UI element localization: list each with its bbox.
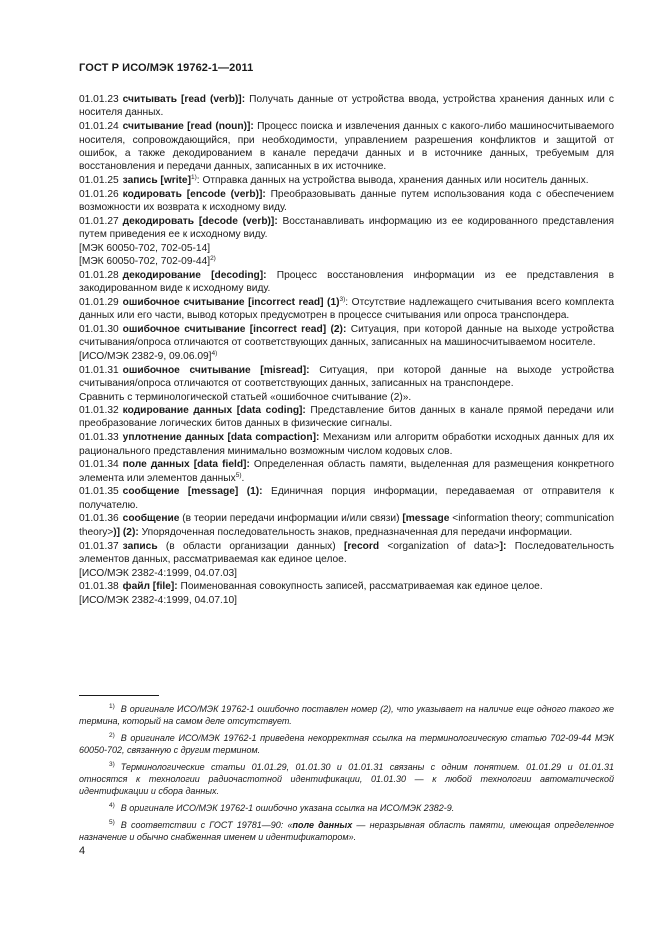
term-entry: 01.01.32 кодирование данных [data coding]: Представление битов данных в канале прямой передачи или преобразование логических битов данных в физические сигналы. [79, 405, 614, 430]
term-entry: 01.01.37 запись (в области организации данных) [record <organization of data>]: Последовательность элементов данных, рассматриваемая как единое целое. [79, 540, 615, 565]
term-entry: 01.01.38 файл [file]: Поименованная совокупность записей, рассматриваемая как единое целое. [79, 581, 543, 593]
footnote-ref: 4) [211, 350, 218, 358]
footnote: $^{5)}$ В соответствии с ГОСТ 19781—90: «поле данных — неразрывная область памяти, имеющая определенное назначение и обычно снабженная именем и идентификатором». [79, 818, 614, 842]
footnote-ref: 1) [191, 174, 197, 182]
footnote-divider [79, 695, 159, 696]
note-line: Сравнить с терминологической статьей «ошибочное считывание (2)». [79, 391, 412, 403]
term-entry: 01.01.31 ошибочное считывание [misread]: Ситуация, при которой данные на выходе устройства считывания/опроса отличаются от соответствующих данных, записанных на транспондере. [79, 364, 614, 389]
term-entry: 01.01.23 считывать [read (verb)]: Получать данные от устройства ввода, устройства хранения данных или с носителя данных. [79, 94, 614, 119]
term-entry: 01.01.33 уплотнение данных [data compaction]: Механизм или алгоритм обработки исходных данных для их рационального представления минимально возможным числом кодовых слов. [79, 432, 615, 457]
term-entry: 01.01.30 ошибочное считывание [incorrect read] (2): Ситуация, при которой данные на выходе устройства считывания/опроса отличаются от соответствующих данных, записанных на машиносчитываемом носителе. [79, 323, 614, 349]
source-reference: [МЭК 60050-702, 702-05-14] [79, 242, 211, 254]
footnote: $^{2)}$ В оригинале ИСО/МЭК 19762-1 приведена некорректная ссылка на терминологическую статью 702-09-44 МЭК 60050-702, связанную с другим термином. [79, 731, 614, 756]
source-reference: [ИСО/МЭК 2382-4:1999, 04.07.10] [79, 594, 237, 606]
footnote-ref: 2) [210, 255, 216, 263]
footnote-ref: 3) [339, 295, 346, 303]
term-entry: 01.01.34 поле данных [data field]: Определенная область памяти, выделенная для размещения конкретного элемента или элементов данных$^{5)}$. [79, 459, 614, 484]
source-reference: [МЭК 60050-702, 702-09-44]$^{2)}$ [79, 255, 216, 268]
page-number: 4 [79, 845, 86, 857]
term-entry: 01.01.36 сообщение (в теории передачи информации и/или связи) [message <information theory; communication theory>)] (2): Упорядоченная последовательность знаков, предназначенная для передачи информации. [79, 513, 614, 538]
term-entry: 01.01.28 декодирование [decoding]: Процесс восстановления информации из ее представления в закодированном виде к исходному виду. [79, 269, 614, 295]
term-entry: 01.01.26 кодировать [encode (verb)]: Преобразовывать данные путем использования кода с обеспечением возможности их возврата к исходному виду. [79, 188, 614, 214]
footnotes [79, 703, 614, 848]
term-entry: 01.01.24 считывание [read (noun)]: Процесс поиска и извлечения данных с какого-либо машиносчитываемого носителя, сопровождающийся, при необходимости, управлением разрешения конфликтов и защитой от ошибок, а также декодированием в канале передачи данных и в источнике данных, требуемым для восстановления и передачи данных, записанных в их источнике. [79, 121, 614, 173]
footnote: $^{4)}$ В оригинале ИСО/МЭК 19762-1 ошибочно указана ссылка на ИСО/МЭК 2382-9. [109, 801, 455, 813]
document-header: ГОСТ Р ИСО/МЭК 19762-1—2011 [79, 62, 254, 74]
source-reference: [ИСО/МЭК 2382-4:1999, 04.07.03] [79, 567, 237, 579]
terms-body [79, 93, 614, 607]
term-entry: 01.01.35 сообщение [message] (1): Единичная порция информации, передаваемая от отправителя к получателю. [79, 486, 614, 511]
term-entry: 01.01.25 запись [write]$^{1)}$: Отправка данных на устройства вывода, хранения данных или носитель данных. [79, 174, 589, 187]
footnote-ref: 5) [235, 471, 242, 479]
term-entry: 01.01.29 ошибочное считывание [incorrect read] $(1)^{3)}$: Отсутствие надлежащего считывания всего комплекта данных или его части, вывод которых предусмотрен в процессе считывания или опроса транспондера. [79, 295, 615, 322]
term-entry: 01.01.27 декодировать [decode (verb)]: Восстанавливать информацию из ее кодированного представления путем приведения ее к исходному виду. [79, 215, 614, 241]
source-reference: [ИСО/МЭК 2382-9, 09.06.09]$^{4)}$ [79, 350, 218, 363]
footnote: $^{1)}$ В оригинале ИСО/МЭК 19762-1 ошибочно поставлен номер (2), что указывает на наличие еще одного такого же термина, который на самом деле отсутствует. [79, 703, 614, 727]
footnote: $^{3)}$ Терминологические статьи 01.01.29, 01.01.30 и 01.01.31 связаны с одним понятием. 01.01.29 и 01.01.31 относятся к технологии радиочастотной идентификации, 01.01.30 — к любой технологии автоматической идентификации и сбора данных. [79, 760, 614, 797]
